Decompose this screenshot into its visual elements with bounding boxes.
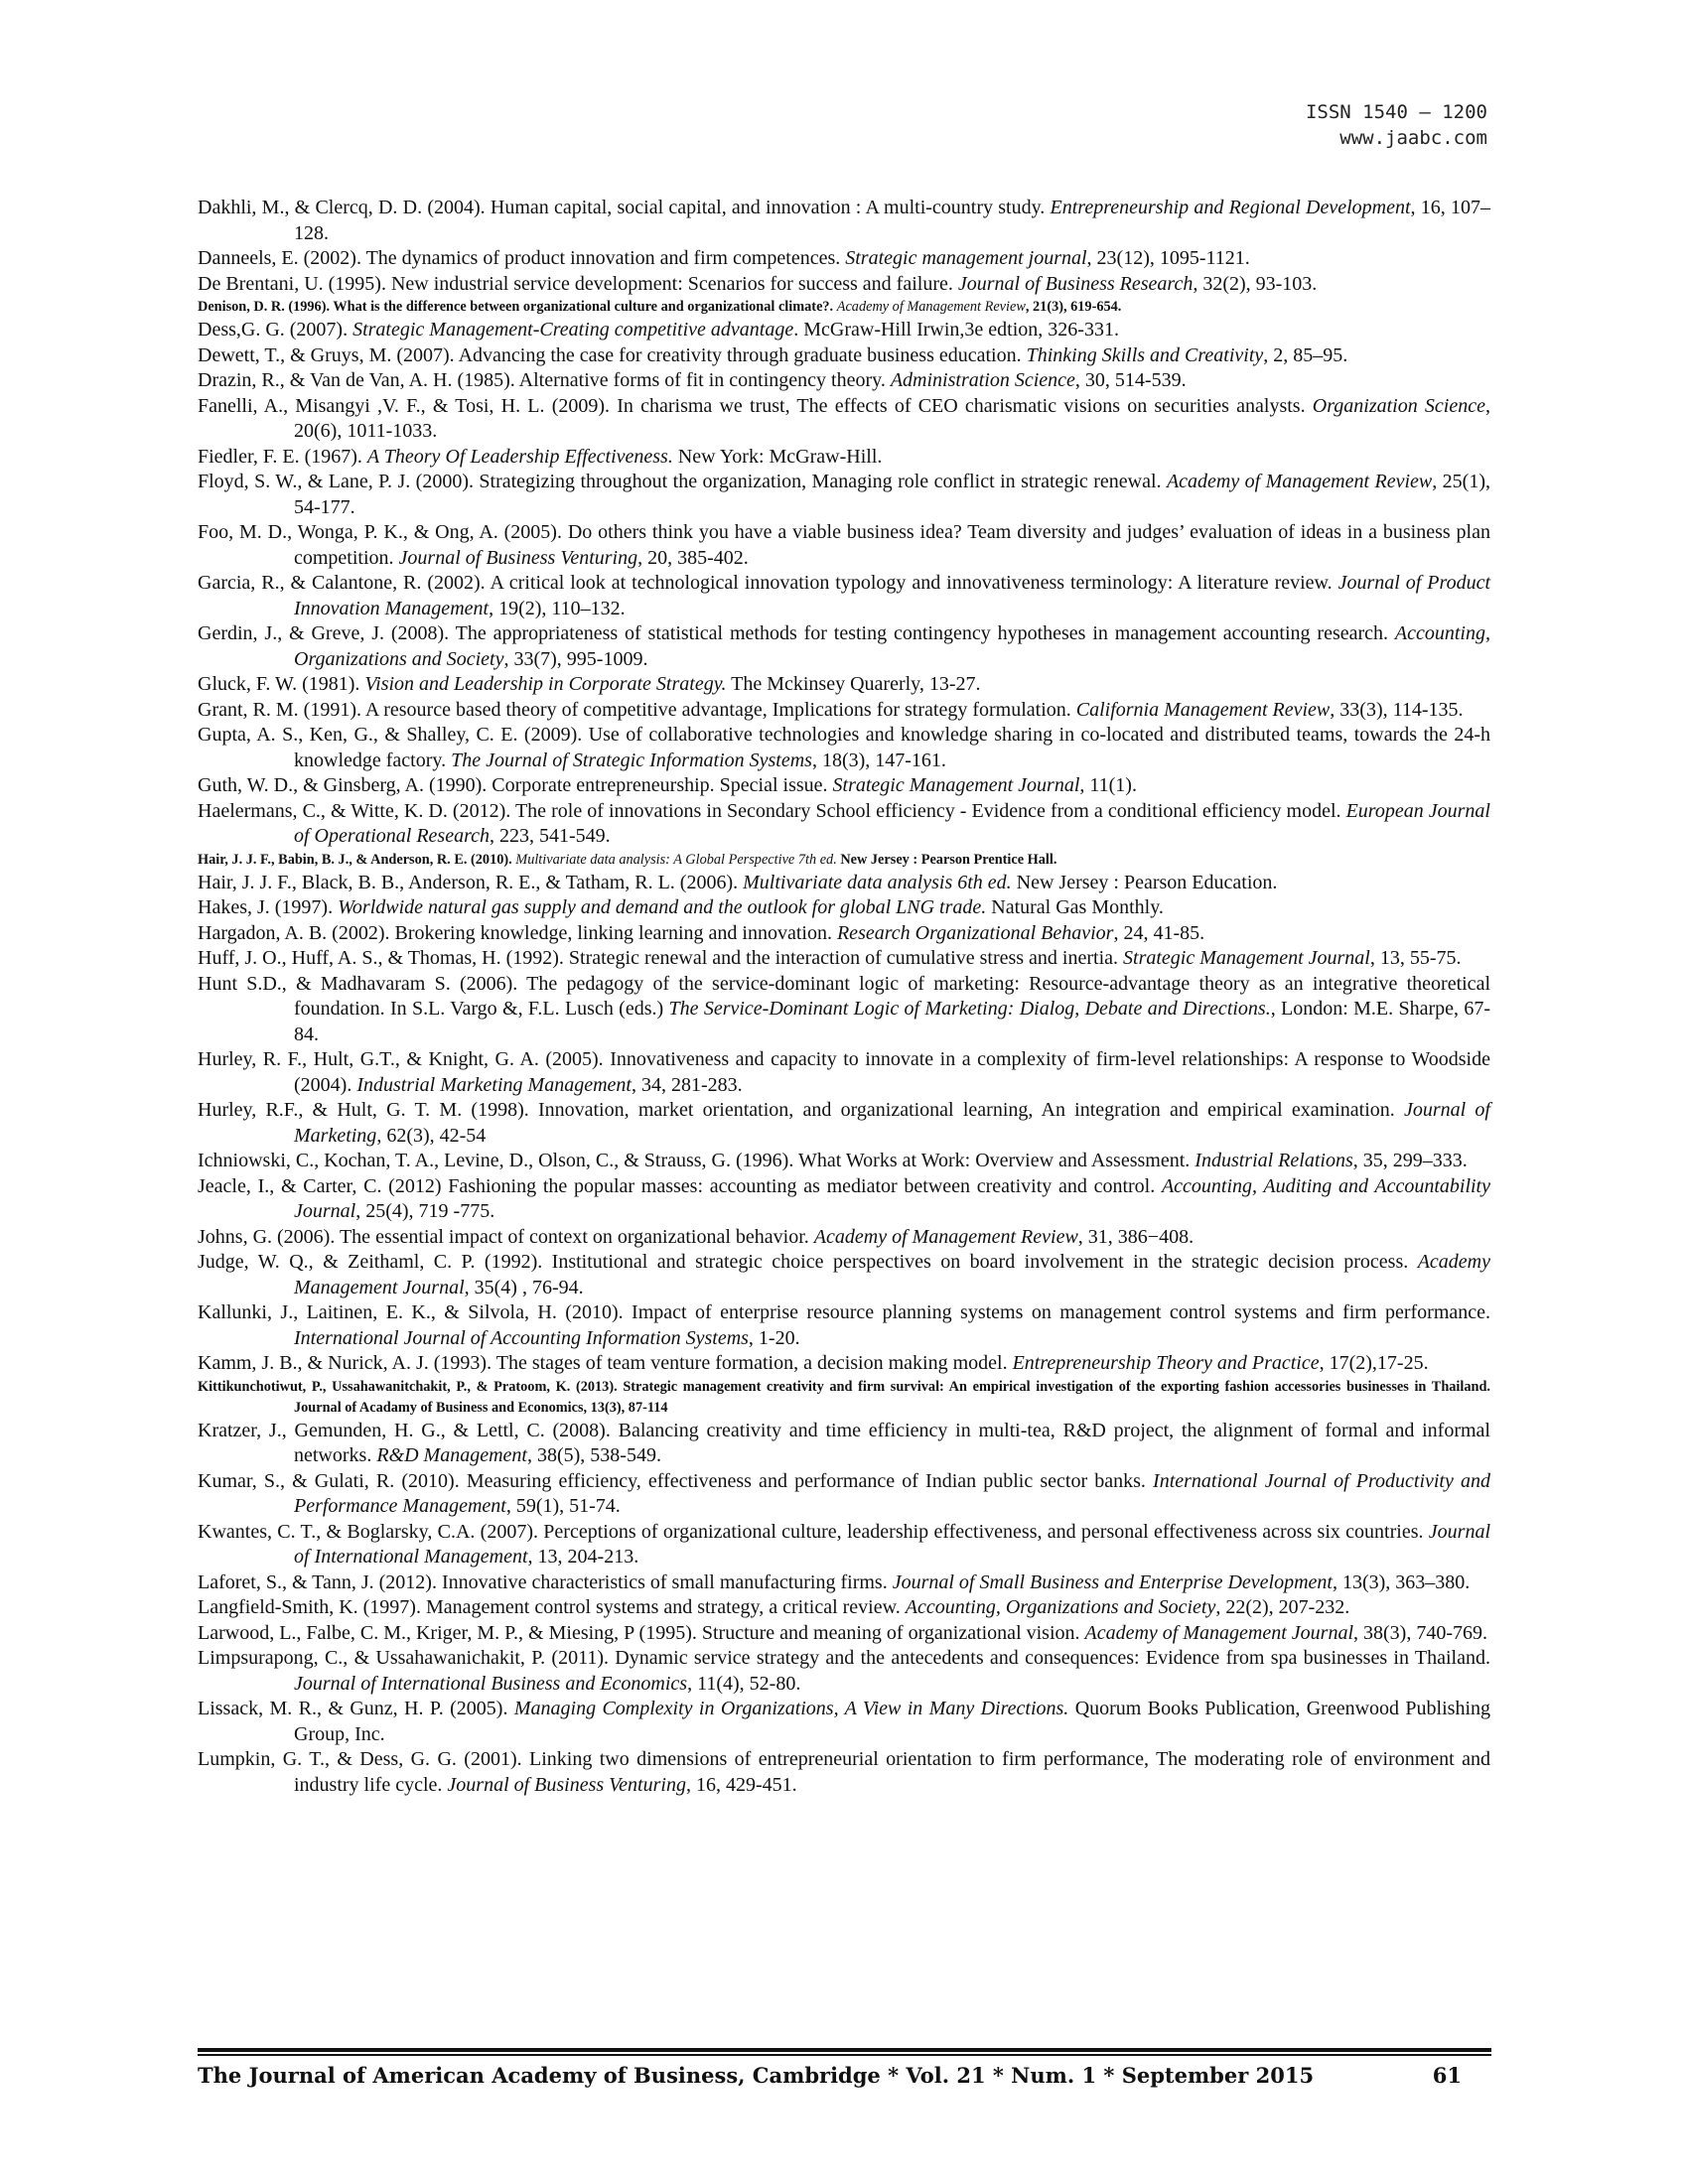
reference-entry: [198, 1595, 1490, 1621]
reference-venue: Journal of Business Research: [957, 272, 1194, 295]
reference-details: , 1-20.: [748, 1326, 800, 1349]
reference-entry: [198, 246, 1490, 272]
reference-entry: [198, 520, 1490, 571]
reference-entry: [198, 343, 1490, 369]
reference-venue: International Journal of Productivity and Performance Management: [294, 1469, 1490, 1517]
reference-authors-title: Hurley, R. F., Hult, G.T., & Knight, G. A. (2005). Innovativeness and capacity to innovate in a complexity of firm-level relationships: A response to Woodside (2004).: [198, 1048, 1490, 1096]
reference-venue: Accounting, Organizations and Society: [905, 1596, 1216, 1618]
reference-details: , 24, 41-85.: [1113, 921, 1205, 944]
reference-authors-title: Hunt S.D., & Madhavaram S. (2006). The pedagogy of the service-dominant logic of marketing: Resource-advantage theory as an integrative theoretical foundation. In S.L. Vargo &, F.L. Lusch (eds.): [198, 972, 1490, 1020]
reference-venue: Worldwide natural gas supply and demand and the outlook for global LNG trade.: [338, 896, 987, 918]
reference-authors-title: Lumpkin, G. T., & Dess, G. G. (2001). Linking two dimensions of entrepreneurial orientation to firm performance, The moderating role of environment and industry life cycle.: [198, 1748, 1490, 1796]
reference-venue: Academy of Management Review: [813, 1225, 1078, 1248]
reference-venue: Journal of International Business and Economics: [294, 1672, 688, 1695]
reference-details: , 23(12), 1095-1121.: [1086, 247, 1250, 269]
reference-authors-title: Langfield-Smith, K. (1997). Management control systems and strategy, a critical review.: [198, 1596, 906, 1618]
reference-venue: Administration Science: [890, 369, 1075, 391]
reference-venue: Industrial Marketing Management: [356, 1073, 632, 1096]
reference-list: [198, 196, 1490, 1798]
reference-authors-title: Danneels, E. (2002). The dynamics of product innovation and firm competences.: [198, 247, 846, 269]
reference-authors-title: Gerdin, J., & Greve, J. (2008). The appropriateness of statistical methods for testing contingency hypotheses in management accounting research.: [198, 622, 1395, 644]
reference-venue: Industrial Relations: [1195, 1150, 1353, 1171]
reference-authors-title: Laforet, S., & Tann, J. (2012). Innovative characteristics of small manufacturing firms.: [198, 1570, 893, 1593]
reference-entry: [198, 1047, 1490, 1098]
reference-authors-title: Johns, G. (2006). The essential impact of context on organizational behavior.: [198, 1225, 814, 1248]
reference-authors-title: Hakes, J. (1997).: [198, 896, 339, 918]
website-link[interactable]: www.jaabc.com: [1339, 127, 1487, 149]
reference-authors-title: Fanelli, A., Misangyi ,V. F., & Tosi, H. L. (2009). In charisma we trust, The effects of CEO charismatic visions on securities analysts.: [198, 394, 1313, 417]
reference-entry: [198, 850, 1490, 871]
reference-entry: [198, 1351, 1490, 1377]
reference-details: New Jersey : Pearson Education.: [1011, 871, 1278, 893]
reference-details: Natural Gas Monthly.: [986, 896, 1164, 918]
reference-entry: [198, 698, 1490, 724]
reference-details: , 18(3), 147-161.: [811, 749, 946, 771]
reference-entry: [198, 946, 1490, 972]
reference-details: , 59(1), 51-74.: [505, 1495, 621, 1517]
reference-details: . McGraw-Hill Irwin,3e edtion, 326-331.: [793, 319, 1119, 341]
reference-entry: [198, 1621, 1490, 1647]
reference-details: , 16, 107–128.: [294, 197, 1491, 244]
reference-authors-title: Hurley, R.F., & Hult, G. T. M. (1998). Innovation, market orientation, and organizational learning, An integration and empirical examination.: [198, 1099, 1404, 1121]
reference-details: The Mckinsey Quarerly, 13-27.: [726, 673, 981, 695]
reference-venue: Journal of Business Venturing: [447, 1773, 686, 1796]
reference-details: , 22(2), 207-232.: [1215, 1596, 1350, 1618]
reference-authors-title: Kittikunchotiwut, P., Ussahawanitchakit, P., & Pratoom, K. (2013). Strategic management creativity and firm survival: An empirical investigation of the exporting fashion accessories businesses in Thailand. Journal of Acadamy of Business and Economics, 13(3), 87-114: [198, 1378, 1490, 1416]
reference-details: , 25(4), 719 -775.: [355, 1200, 495, 1222]
reference-entry: [198, 571, 1490, 621]
reference-venue: Strategic Management-Creating competitive advantage: [352, 319, 794, 341]
reference-venue: The Journal of Strategic Information Systems: [451, 749, 812, 771]
reference-entry: [198, 799, 1490, 850]
reference-details: , 33(7), 995-1009.: [503, 647, 648, 670]
reference-venue: The Service-Dominant Logic of Marketing: Dialog, Debate and Directions.: [668, 998, 1271, 1020]
reference-details: , 19(2), 110–132.: [489, 597, 626, 619]
reference-entry: [198, 297, 1490, 318]
reference-venue: Academy of Management Review: [1166, 471, 1433, 492]
reference-authors-title: Denison, D. R. (1996). What is the difference between organizational culture and organizational climate?.: [198, 299, 837, 315]
reference-details: , 16, 429-451.: [685, 1773, 797, 1796]
reference-authors-title: Kumar, S., & Gulati, R. (2010). Measuring efficiency, effectiveness and performance of Indian public sector banks.: [198, 1469, 1154, 1492]
reference-entry: [198, 1419, 1490, 1469]
reference-details: , 38(3), 740-769.: [1353, 1621, 1487, 1644]
reference-details: , 2, 85–95.: [1263, 343, 1348, 366]
reference-authors-title: Kwantes, C. T., & Boglarsky, C.A. (2007). Perceptions of organizational culture, leadership effectiveness, and personal effectiveness across six countries.: [198, 1520, 1429, 1543]
reference-authors-title: Hargadon, A. B. (2002). Brokering knowledge, linking learning and innovation.: [198, 921, 837, 944]
reference-entry: [198, 1377, 1490, 1419]
reference-authors-title: Limpsurapong, C., & Ussahawanichakit, P. (2011). Dynamic service strategy and the antecedents and consequences: Evidence from spa businesses in Thailand.: [198, 1647, 1490, 1669]
reference-venue: Research Organizational Behavior: [836, 921, 1114, 944]
reference-venue: Thinking Skills and Creativity: [1026, 343, 1264, 366]
reference-entry: [198, 621, 1490, 672]
reference-authors-title: Grant, R. M. (1991). A resource based theory of competitive advantage, Implications for strategy formulation.: [198, 698, 1076, 721]
reference-details: , London: M.E. Sharpe, 67-84.: [294, 998, 1491, 1045]
reference-details: , 30, 514-539.: [1074, 369, 1187, 391]
reference-entry: [198, 368, 1490, 394]
reference-venue: Accounting, Auditing and Accountability Journal: [294, 1174, 1490, 1222]
reference-authors-title: Floyd, S. W., & Lane, P. J. (2000). Strategizing throughout the organization, Managing role conflict in strategic renewal.: [198, 471, 1167, 492]
reference-authors-title: Haelermans, C., & Witte, K. D. (2012). The role of innovations in Secondary School efficiency - Evidence from a conditional efficiency model.: [198, 799, 1346, 822]
reference-entry: [198, 470, 1490, 520]
reference-authors-title: Lissack, M. R., & Gunz, H. P. (2005).: [198, 1698, 514, 1719]
reference-venue: Journal of Marketing: [294, 1099, 1490, 1147]
reference-venue: International Journal of Accounting Information Systems: [294, 1326, 749, 1349]
reference-details: , 34, 281-283.: [631, 1073, 743, 1096]
reference-entry: [198, 196, 1490, 246]
reference-authors-title: Gluck, F. W. (1981).: [198, 673, 365, 695]
reference-details: , 20, 385-402.: [637, 546, 749, 569]
reference-authors-title: Drazin, R., & Van de Van, A. H. (1985). Alternative forms of fit in contingency theory.: [198, 369, 891, 391]
reference-authors-title: Garcia, R., & Calantone, R. (2002). A critical look at technological innovation typology and innovativeness terminology: A literature review.: [198, 572, 1338, 594]
footer-rule-thin: [198, 2054, 1491, 2056]
page-footer: [198, 2061, 1491, 2091]
reference-details: , 33(3), 114-135.: [1330, 698, 1464, 721]
reference-authors-title: De Brentani, U. (1995). New industrial service development: Scenarios for success and failure.: [198, 272, 958, 295]
reference-details: , 13, 204-213.: [527, 1546, 639, 1568]
reference-authors-title: Larwood, L., Falbe, C. M., Kriger, M. P., & Miesing, P (1995). Structure and meaning of organizational vision.: [198, 1621, 1085, 1644]
reference-venue: Journal of Small Business and Enterprise Development: [892, 1570, 1333, 1593]
reference-venue: Strategic Management Journal: [832, 774, 1080, 796]
reference-entry: [198, 1300, 1490, 1351]
reference-venue: Entrepreneurship and Regional Development: [1050, 197, 1411, 218]
reference-venue: Journal of International Management: [294, 1520, 1490, 1568]
reference-venue: Academy of Management Review: [836, 299, 1026, 315]
reference-authors-title: Huff, J. O., Huff, A. S., & Thomas, H. (1992). Strategic renewal and the interaction of cumulative stress and inertia.: [198, 947, 1124, 969]
reference-venue: Accounting, Organizations and Society: [294, 622, 1490, 670]
reference-authors-title: Ichniowski, C., Kochan, T. A., Levine, D., Olson, C., & Strauss, G. (1996). What Works at Work: Overview and Assessment.: [198, 1150, 1196, 1171]
reference-venue: California Management Review: [1075, 698, 1331, 721]
reference-entry: [198, 895, 1490, 921]
reference-details: , 11(1).: [1079, 774, 1137, 796]
reference-authors-title: Dess,G. G. (2007).: [198, 319, 353, 341]
reference-details: , 17(2),17-25.: [1319, 1352, 1429, 1374]
reference-entry: [198, 1697, 1490, 1747]
reference-venue: Academy of Management Journal: [1084, 1621, 1353, 1644]
reference-venue: Managing Complexity in Organizations, A View in Many Directions.: [513, 1698, 1069, 1719]
reference-details: , 38(5), 538-549.: [526, 1444, 661, 1466]
reference-venue: Strategic management journal: [845, 247, 1087, 269]
reference-details: Quorum Books Publication, Greenwood Publishing Group, Inc.: [294, 1698, 1491, 1745]
reference-entry: [198, 1149, 1490, 1174]
reference-venue: A Theory Of Leadership Effectiveness.: [366, 445, 673, 468]
reference-venue: Entrepreneurship Theory and Practice: [1012, 1352, 1320, 1374]
reference-details: , 32(2), 93-103.: [1193, 272, 1318, 295]
reference-entry: [198, 921, 1490, 947]
reference-entry: [198, 723, 1490, 773]
reference-entry: [198, 871, 1490, 896]
reference-details: New Jersey : Pearson Prentice Hall.: [836, 851, 1057, 868]
reference-details: , 35, 299–333.: [1352, 1150, 1468, 1171]
reference-venue: R&D Management: [376, 1444, 527, 1466]
reference-venue: Strategic Management Journal: [1123, 947, 1370, 969]
reference-entry: [198, 1747, 1490, 1798]
reference-authors-title: Judge, W. Q., & Zeithaml, C. P. (1992). Institutional and strategic choice perspectives on board involvement in the strategic decision process.: [198, 1251, 1418, 1273]
reference-details: , 11(4), 52-80.: [687, 1672, 801, 1695]
reference-details: , 35(4) , 76-94.: [464, 1276, 584, 1298]
page-header: [1306, 99, 1487, 151]
reference-details: , 13(3), 363–380.: [1332, 1570, 1471, 1593]
reference-details: , 20(6), 1011-1033.: [294, 394, 1490, 442]
reference-details: New York: McGraw-Hill.: [672, 445, 883, 468]
reference-entry: [198, 672, 1490, 698]
issn-label: ISSN 1540 – 1200: [1305, 101, 1487, 123]
reference-entry: [198, 272, 1490, 298]
reference-venue: European Journal of Operational Research: [294, 799, 1490, 847]
reference-entry: [198, 773, 1490, 799]
reference-details: , 21(3), 619-654.: [1025, 299, 1122, 315]
reference-venue: Journal of Product Innovation Management: [294, 572, 1490, 619]
reference-venue: Multivariate data analysis 6th ed.: [743, 871, 1012, 893]
reference-entry: [198, 1520, 1490, 1570]
reference-entry: [198, 1250, 1490, 1300]
reference-entry: [198, 445, 1490, 471]
reference-authors-title: Foo, M. D., Wonga, P. K., & Ong, A. (2005). Do others think you have a viable business idea? Team diversity and judges’ evaluation of ideas in a business plan competition.: [198, 521, 1490, 569]
reference-authors-title: Dakhli, M., & Clercq, D. D. (2004). Human capital, social capital, and innovation : A multi-country study.: [198, 197, 1051, 218]
reference-venue: Multivariate data analysis: A Global Perspective 7th ed.: [515, 851, 837, 868]
reference-authors-title: Hair, J. J. F., Black, B. B., Anderson, R. E., & Tatham, R. L. (2006).: [198, 871, 744, 893]
reference-authors-title: Dewett, T., & Gruys, M. (2007). Advancing the case for creativity through graduate business education.: [198, 343, 1027, 366]
reference-entry: [198, 1098, 1490, 1149]
reference-details: , 62(3), 42-54: [376, 1124, 487, 1147]
footer-journal-title: The Journal of American Academy of Business, Cambridge * Vol. 21 * Num. 1 * September 2015: [198, 2063, 1315, 2088]
reference-entry: [198, 1570, 1490, 1596]
reference-venue: Academy Management Journal: [294, 1251, 1490, 1298]
reference-authors-title: Guth, W. D., & Ginsberg, A. (1990). Corporate entrepreneurship. Special issue.: [198, 774, 833, 796]
reference-details: , 13, 55-75.: [1369, 947, 1462, 969]
reference-details: , 31, 386−408.: [1077, 1225, 1195, 1248]
reference-authors-title: Kratzer, J., Gemunden, H. G., & Lettl, C. (2008). Balancing creativity and time efficiency in multi-tea, R&D project, the alignment of formal and informal networks.: [198, 1419, 1490, 1466]
reference-authors-title: Fiedler, F. E. (1967).: [198, 445, 367, 468]
reference-venue: Vision and Leadership in Corporate Strategy.: [364, 673, 727, 695]
reference-authors-title: Gupta, A. S., Ken, G., & Shalley, C. E. (2009). Use of collaborative technologies and knowledge sharing in co-located and distributed teams, towards the 24-h knowledge factory.: [198, 724, 1490, 771]
reference-entry: [198, 1225, 1490, 1251]
reference-details: , 223, 541-549.: [490, 825, 611, 847]
reference-entry: [198, 318, 1490, 343]
reference-authors-title: Kallunki, J., Laitinen, E. K., & Silvola, H. (2010). Impact of enterprise resource planning systems on management control systems and firm performance.: [198, 1301, 1490, 1323]
reference-entry: [198, 394, 1490, 445]
reference-entry: [198, 1469, 1490, 1520]
reference-authors-title: Hair, J. J. F., Babin, B. J., & Anderson, R. E. (2010).: [198, 851, 516, 868]
reference-details: , 25(1), 54-177.: [294, 471, 1490, 518]
reference-authors-title: Jeacle, I., & Carter, C. (2012) Fashioning the popular masses: accounting as mediator between creativity and control.: [198, 1174, 1162, 1197]
reference-entry: [198, 1646, 1490, 1697]
reference-authors-title: Kamm, J. B., & Nurick, A. J. (1993). The stages of team venture formation, a decision making model.: [198, 1352, 1013, 1374]
reference-venue: Journal of Business Venturing: [398, 546, 638, 569]
footer-rule-thick: [198, 2048, 1491, 2052]
reference-venue: Organization Science: [1312, 394, 1485, 417]
reference-entry: [198, 972, 1490, 1048]
page-number: 61: [1432, 2063, 1462, 2088]
reference-entry: [198, 1174, 1490, 1225]
